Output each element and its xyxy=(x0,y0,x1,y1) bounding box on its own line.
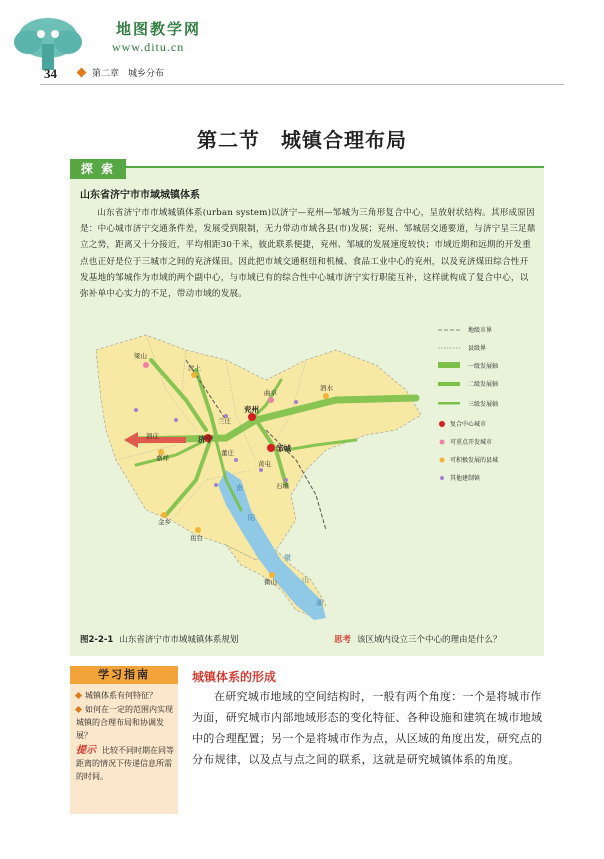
city-system-map xyxy=(76,320,538,625)
explore-heading: 山东省济宁市市域城镇体系 xyxy=(80,190,200,201)
label-yutai: 鱼台 xyxy=(190,534,203,542)
label-liangshan: 梁山 xyxy=(134,352,147,360)
label-yanzhou: 兖州 xyxy=(244,405,259,414)
label-qufu: 曲阜 xyxy=(264,389,277,397)
legend-axis-3: 三级发展轴 xyxy=(468,401,499,408)
city-dot-qufu xyxy=(268,397,274,403)
guide-item: 城镇体系有何特征？ xyxy=(76,689,176,702)
city-dot-yutai xyxy=(195,527,201,533)
legend-other-town: 其他建制镇 xyxy=(450,475,481,482)
bullet-diamond-icon xyxy=(75,706,82,713)
think-label: 思考 xyxy=(334,635,352,645)
city-dot-wenshang xyxy=(191,372,197,378)
legend-key-city: 可重点开发城市 xyxy=(450,439,493,446)
label-tongcun: 董庄 xyxy=(221,449,234,457)
city-dot-sishui xyxy=(323,393,329,399)
site-url: www.ditu.cn xyxy=(112,40,185,54)
think-text: 该区域内设立三个中心的理由是什么？ xyxy=(357,635,502,645)
figure-number: 图2-2-1 xyxy=(80,635,114,645)
label-lake1: 南 xyxy=(236,484,243,492)
body-text: 在研究城市地域的空间结构时，一般有两个角度：一个是将城市作为面，研究城市内部地域形态的变化特征、各种设施和建筑在城市地域中的合理配置；另一个是将城市作为点，从区域的角度出发，研究点的分布规律，以及点与点之间的联系，这就是研究城镇体系的角度。 xyxy=(192,690,543,766)
city-dot-liangshan xyxy=(143,362,149,368)
label-weishan: 微山 xyxy=(264,578,277,586)
site-name: 地图教学网 xyxy=(116,20,202,38)
legend-prefecture-boundary: 地级市界 xyxy=(468,327,493,334)
explore-text: 山东省济宁市市域城镇体系(urban system)以济宁—兖州—邹城为三角形复合中心，呈放射状结构。其形成原因是：中心城市济宁交通条件差，发展受到限制，无力带动市域各县(市)发展；兖州、邹城居交通要道，与济宁呈三足鼎立之势，距离又十分接近，平均相距30千米，彼此联系便捷，兖州、邹城的发展速度较快；市域近期和远期的开发重点也正好是位于三城市之间的兖济煤田。因此把市域交通枢纽和机械、食品工业中心的兖州，以及兖济煤田综合性开发基地的邹城作为市域的两个副中心，与市域已有的综合性中心城市济宁实行职能互补，这样就构成了复合中心，以弥补单中心实力的不足，带动市域的发展。 xyxy=(80,208,536,300)
think-question xyxy=(334,633,502,645)
page-number: 34 xyxy=(44,66,57,81)
label-nanzhan: 兰庄 xyxy=(218,417,231,425)
legend-axis-2: 二级发展轴 xyxy=(468,381,499,388)
legend-axis-1: 一级发展轴 xyxy=(468,363,499,370)
label-jiaxiang: 嘉祥 xyxy=(156,454,169,462)
label-wenshang: 汶上 xyxy=(188,364,201,372)
guide-hint xyxy=(76,744,176,783)
chapter-label: 第二章 城乡分布 xyxy=(92,69,165,79)
hint-text: 比较不同时期在同等距离的情况下传递信息所需的时间。 xyxy=(76,746,174,781)
label-lake6: 湖 xyxy=(316,599,323,607)
section-title: 第二节 城镇合理布局 xyxy=(197,128,407,152)
label-zoucheng: 邹城 xyxy=(276,444,291,453)
guide-item: 如何在一定的范围内实现城镇的合理布局和协调发展？ xyxy=(76,705,173,740)
legend-county-boundary: 县级界 xyxy=(468,345,487,352)
label-jinxiang: 金乡 xyxy=(158,518,171,526)
bullet-diamond-icon xyxy=(75,692,82,699)
label-huanghou: 黄屯 xyxy=(258,460,271,468)
label-sizhuang: 泗庄 xyxy=(146,432,159,440)
label-jining: 济宁 xyxy=(198,435,213,444)
legend-county-seat: 可积极发展的县城 xyxy=(450,457,499,464)
body-heading: 城镇体系的形成 xyxy=(192,670,277,684)
hint-label: 提示 xyxy=(76,745,96,756)
explore-tab: 探 索 xyxy=(70,159,126,179)
figure-caption xyxy=(80,633,238,645)
figure-caption-text: 山东省济宁市市域城镇体系规划 xyxy=(119,635,239,645)
legend-composite-center: 复合中心城市 xyxy=(450,421,487,428)
city-dot-yanzhou xyxy=(248,413,256,421)
label-lake5: 山 xyxy=(302,576,309,584)
label-lake4: 微 xyxy=(284,554,291,562)
label-lake2: 阳 xyxy=(248,514,255,522)
map-legend xyxy=(438,326,498,482)
study-guide-title: 学习指南 xyxy=(70,666,178,684)
label-shitan: 石墙 xyxy=(276,482,289,490)
label-sishui: 泗水 xyxy=(320,384,333,392)
header-divider xyxy=(40,84,564,85)
city-dot-zoucheng xyxy=(267,444,275,452)
